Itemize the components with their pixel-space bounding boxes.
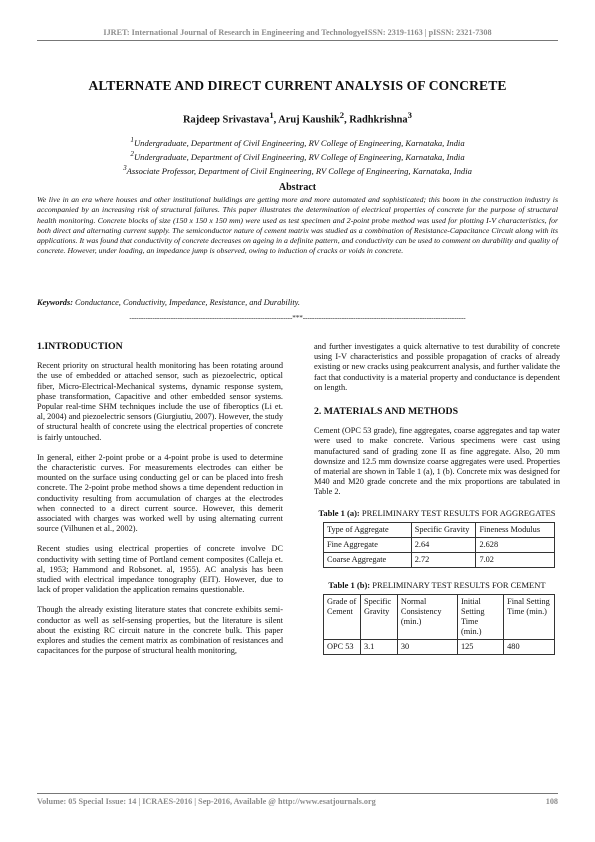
table-header-row xyxy=(324,594,555,639)
affiliation-sup: 2 xyxy=(130,150,134,159)
table-cell: 3.1 xyxy=(360,639,397,654)
table-1a xyxy=(323,522,555,568)
paragraph: Recent priority on structural health monitoring has been rotating around the use of embedded or attached sensor, such as piezoelectric, optical fiber, Micro-Electrical-Mechanical systems, dynamic response system, phase transformation, Capacitive and other embedded sensor systems. Popular real-time SHM techniques include the use of fiberoptics (Li et. al, 2004) and piezoelectric sensors (Giurgiutiu, 2007). However, the study of structural health of concrete using the electrical properties of concrete is fairly untouched. xyxy=(37,361,283,442)
affiliation-text: Associate Professor, Department of Civil Engineering, RV College of Engineering, Karnataka, India xyxy=(126,165,472,176)
table-cell: Fine Aggregate xyxy=(324,537,412,552)
table-1b-caption xyxy=(314,580,560,590)
affiliations xyxy=(37,135,558,177)
paper-title: ALTERNATE AND DIRECT CURRENT ANALYSIS OF CONCRETE xyxy=(88,78,507,93)
author-list xyxy=(37,110,558,125)
caption-label: Table 1 (a): xyxy=(318,507,360,518)
table-header-cell: Final Setting Time (min.) xyxy=(504,594,555,639)
paragraph: In general, either 2-point probe or a 4-point probe is used to determine the characteristic curves. For measurements electrodes can either be mounted on the surface using conducting gel or can be placed into fresh concrete. The 2-point probe method shows a time dependent reduction in conductivity resulting from accumulation of charges at the electrodes when connected to a direct current source. However, this demerit associated with charges was worked well by using alternating current source (Vilhunen et al., 2002). xyxy=(37,452,283,534)
keywords-label: Keywords: xyxy=(37,298,73,307)
keywords xyxy=(37,298,558,307)
table-header-cell: Grade of Cement xyxy=(324,594,361,639)
table-cell: OPC 53 xyxy=(324,639,361,654)
paragraph: and further investigates a quick alternative to test durability of concrete using I-V characteristics and possible propagation of cracks of already existing or new cracks using peakcurrent analysis, and further validate the fact that conductivity is a material property and conductance is dependent on length. xyxy=(314,342,560,392)
section-heading-introduction: 1.INTRODUCTION xyxy=(37,341,123,352)
table-header-cell: Type of Aggregate xyxy=(324,522,412,537)
paragraph: Recent studies using electrical properties of concrete involve DC conductivity with setting time of Portland cement composites (Calleja et. al, 1953; Hammond and Robsonet. al, 1955). AC analysis has been studied with electrical impedance tonography (EIT). However, due to lack of proper validation the application remains questionable. xyxy=(37,544,283,595)
author-name: Rajdeep Srivastava xyxy=(183,114,270,126)
section-heading-materials: 2. MATERIALS AND METHODS xyxy=(314,406,459,418)
affiliation-sup: 1 xyxy=(130,136,134,144)
author-sup: 1 xyxy=(269,110,274,120)
author-sep: , xyxy=(273,114,279,126)
paragraph: Cement (OPC 53 grade), fine aggregates, coarse aggregates and tap water were used to make concrete. Various specimens were cast using manufactured sand of grading zone II as fine aggregate. Also, 20 mm downsize and 12.5 mm downsize coarse aggregates were used. Properties of material are shown in Table 1 (a), 1 (b). Concrete mix was designed for M40 and M20 grade concrete and the mix proportions are tabulated in Table 2. xyxy=(314,426,560,497)
table-cell: Coarse Aggregate xyxy=(324,552,412,567)
table-header-cell: Specific Gravity xyxy=(360,594,397,639)
table-cell: 2.72 xyxy=(411,552,476,567)
affiliation-sup: 3 xyxy=(123,164,127,173)
running-header: IJRET: International Journal of Research in Engineering and TechnologyeISSN: 2319-1163 | pISSN: 2321-7308 xyxy=(103,28,492,37)
affiliation-line xyxy=(37,163,558,177)
caption-text: PRELIMINARY TEST RESULTS FOR CEMENT xyxy=(370,579,546,590)
page-number: 108 xyxy=(545,797,558,806)
table-row xyxy=(324,552,555,567)
table-1a-caption xyxy=(314,508,560,518)
affiliation-text: Undergraduate, Department of Civil Engineering, RV College of Engineering, Karnataka, India xyxy=(133,151,465,162)
section-separator: -----------------------------------------------------------------------***----------------------------------------------------------------------- xyxy=(129,314,466,322)
table-cell: 7.02 xyxy=(476,552,555,567)
author-sep: , xyxy=(344,114,350,126)
paragraph: Though the already existing literature states that concrete exhibits semi-conductor as well as self-sensing properties, but the literature is silent about the existing RC circuit nature in the concrete bulk. This paper explores and studies the cement matrix as combination of resistances and capacitances for the purpose of structural health monitoring, xyxy=(37,605,283,656)
footer-rule xyxy=(37,793,558,794)
caption-label: Table 1 (b): xyxy=(328,579,371,590)
table-header-row xyxy=(324,522,555,537)
table-header-cell: Initial Setting Time (min.) xyxy=(457,594,503,639)
table-header-cell: Specific Gravity xyxy=(411,522,476,537)
table-row xyxy=(324,639,555,654)
table-header-cell: Normal Consistency (min.) xyxy=(397,594,457,639)
left-column xyxy=(37,342,283,666)
table-cell: 2.64 xyxy=(411,537,476,552)
affiliation-line xyxy=(37,149,558,163)
table-row xyxy=(324,537,555,552)
abstract-heading: Abstract xyxy=(278,182,317,193)
table-1b xyxy=(323,594,555,655)
running-footer: Volume: 05 Special Issue: 14 | ICRAES-2016 | Sep-2016, Available @ http://www.esatjournals.org xyxy=(37,797,376,806)
table-cell: 480 xyxy=(504,639,555,654)
author-sup: 3 xyxy=(407,110,412,120)
affiliation-line xyxy=(37,135,558,149)
table-cell: 125 xyxy=(457,639,503,654)
author-sup: 2 xyxy=(339,110,345,120)
table-cell: 30 xyxy=(397,639,457,654)
right-column xyxy=(314,342,560,655)
keywords-text: Conductance, Conductivity, Impedance, Resistance, and Durability. xyxy=(72,298,300,307)
header-rule xyxy=(37,40,558,41)
caption-text: PRELIMINARY TEST RESULTS FOR AGGREGATES xyxy=(359,507,556,518)
author-name: Aruj Kaushik xyxy=(278,114,340,126)
author-name: Radhkrishna xyxy=(349,114,408,126)
table-cell: 2.628 xyxy=(476,537,555,552)
table-header-cell: Fineness Modulus xyxy=(476,522,555,537)
abstract-body: We live in an era where houses and other institutional buildings are getting more and more automated and sophisticated; this boom in the construction industry is accompanied by an increasing risk of structural failures. This paper illustrates the determination of electrical properties of concrete for the purpose of structural health monitoring. Concrete blocks of size (150 x 150 x 150 mm) were used as test specimen and 2-point probe method was used for plotting I-V characteristics, for both direct and alternating current supply. The semiconductor nature of cement matrix was studied as a combination of Resistance-Capacitance Circuit along with its applications. It was found that conductivity of concrete decreases on ageing in a definite pattern, and conductivity can be used to comment on durability and quality of concrete. However, under loading, an impedance jump is observed, owing to induction of cracks or voids in concrete. xyxy=(37,195,558,256)
affiliation-text: Undergraduate, Department of Civil Engineering, RV College of Engineering, Karnataka, India xyxy=(133,137,465,148)
